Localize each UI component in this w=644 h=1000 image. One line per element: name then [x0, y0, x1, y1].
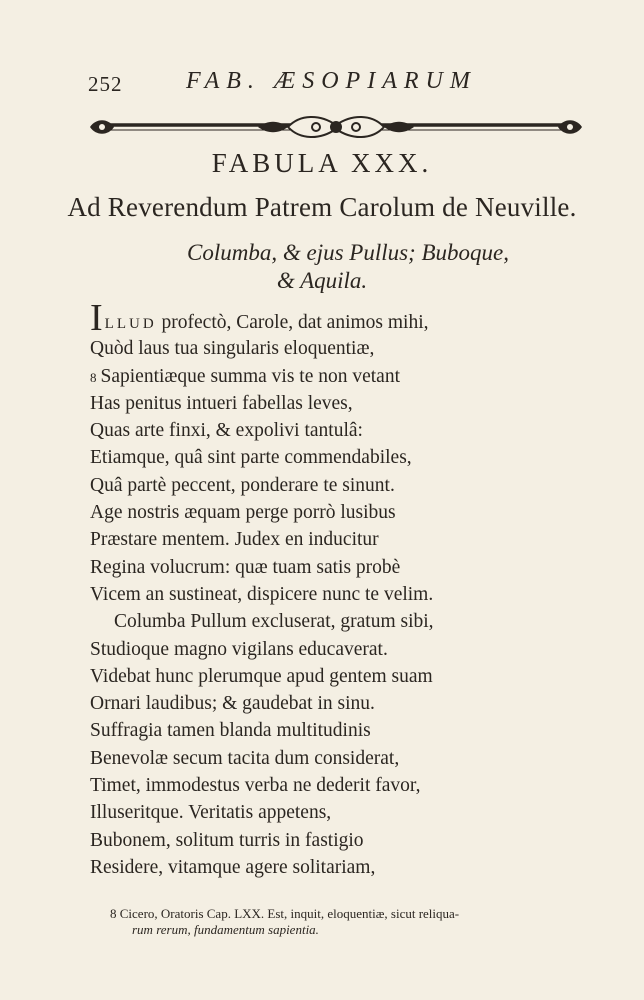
verse-line-9 — [90, 526, 590, 553]
running-title: FAB. ÆSOPIARUM — [186, 68, 477, 94]
ornamental-rule — [88, 112, 584, 140]
verse-text — [90, 297, 590, 881]
verse-line-text: Suffragia tamen blanda multitudinis — [90, 720, 371, 742]
verse-line-text: Bubonem, solitum turris in fastigio — [90, 829, 364, 851]
verse-line-text: Videbat hunc plerumque apud gentem suam — [90, 665, 433, 687]
verse-line-13 — [90, 636, 590, 663]
page-header — [88, 68, 588, 98]
verse-line-text: Has penitus intueri fabellas leves, — [90, 392, 353, 414]
verse-line-20 — [90, 827, 590, 854]
footnote-line-1: 8 Cicero, Oratoris Cap. LXX. Est, inquit, eloquentiæ, sicut reliqua- — [110, 906, 460, 921]
verse-line-8 — [90, 499, 590, 526]
verse-line-text: Vicem an sustineat, dispicere nunc te velim. — [90, 583, 434, 605]
verse-line-text: Etiamque, quâ sint parte commendabiles, — [90, 447, 412, 469]
verse-line-12 — [90, 608, 590, 635]
verse-line-19 — [90, 799, 590, 826]
footnote-line-2: rum rerum, fundamentum sapientia. — [132, 922, 319, 937]
verse-line-text: Age nostris æquam perge porrò lusibus — [90, 502, 396, 524]
verse-line-text: Quòd laus tua singularis eloquentiæ, — [90, 338, 375, 360]
verse-line-6 — [90, 444, 590, 471]
verse-line-text: Sapientiæque summa vis te non vetant — [100, 365, 400, 387]
verse-line-text: Studioque magno vigilans educaverat. — [90, 638, 388, 660]
verse-line-5 — [90, 417, 590, 444]
verse-line-text: Illuseritque. Veritatis appetens, — [90, 802, 332, 824]
verse-line-15 — [90, 690, 590, 717]
verse-line-text: Columba Pullum excluserat, gratum sibi, — [114, 611, 434, 633]
verse-line-text: Timet, immodestus verba ne dederit favor, — [90, 775, 421, 797]
fable-dedication: Ad Reverendum Patrem Carolum de Neuville. — [67, 192, 577, 222]
verse-line-11 — [90, 581, 590, 608]
page-number: 252 — [88, 72, 123, 96]
verse-line-10 — [90, 554, 590, 581]
footnote — [110, 906, 590, 938]
verse-line-7 — [90, 472, 590, 499]
verse-line-4 — [90, 390, 590, 417]
small-caps-word: LLUD — [104, 316, 157, 332]
verse-line-text: Quâ partè peccent, ponderare te sinunt. — [90, 474, 395, 496]
verse-line-text: Benevolæ secum tacita dum considerat, — [90, 747, 400, 769]
verse-line-3 — [90, 363, 590, 390]
verse-line-14 — [90, 663, 590, 690]
verse-line-text: Residere, vitamque agere solitariam, — [90, 856, 376, 878]
verse-line-text: profectò, Carole, dat animos mihi, — [156, 312, 429, 333]
verse-line-21 — [90, 854, 590, 881]
verse-line-text: Ornari laudibus; & gaudebat in sinu. — [90, 693, 375, 715]
fable-title: FABULA XXX. — [211, 148, 433, 178]
verse-line-16 — [90, 717, 590, 744]
footnote-marker: 8 — [90, 369, 97, 385]
verse-line-1 — [90, 297, 590, 339]
verse-line-text: Quas arte finxi, & expolivi tantulâ: — [90, 420, 363, 442]
fable-subtitle-line-1: Columba, & ejus Pullus; Buboque, — [187, 240, 509, 265]
fable-subtitle-line-2: & Aquila. — [276, 268, 368, 293]
initial-capital: I — [90, 297, 103, 339]
verse-line-text: Regina volucrum: quæ tuam satis probè — [90, 556, 401, 578]
verse-line-text: Præstare mentem. Judex en inducitur — [90, 529, 379, 551]
verse-line-17 — [90, 745, 590, 772]
verse-line-18 — [90, 772, 590, 799]
verse-line-2 — [90, 335, 590, 362]
